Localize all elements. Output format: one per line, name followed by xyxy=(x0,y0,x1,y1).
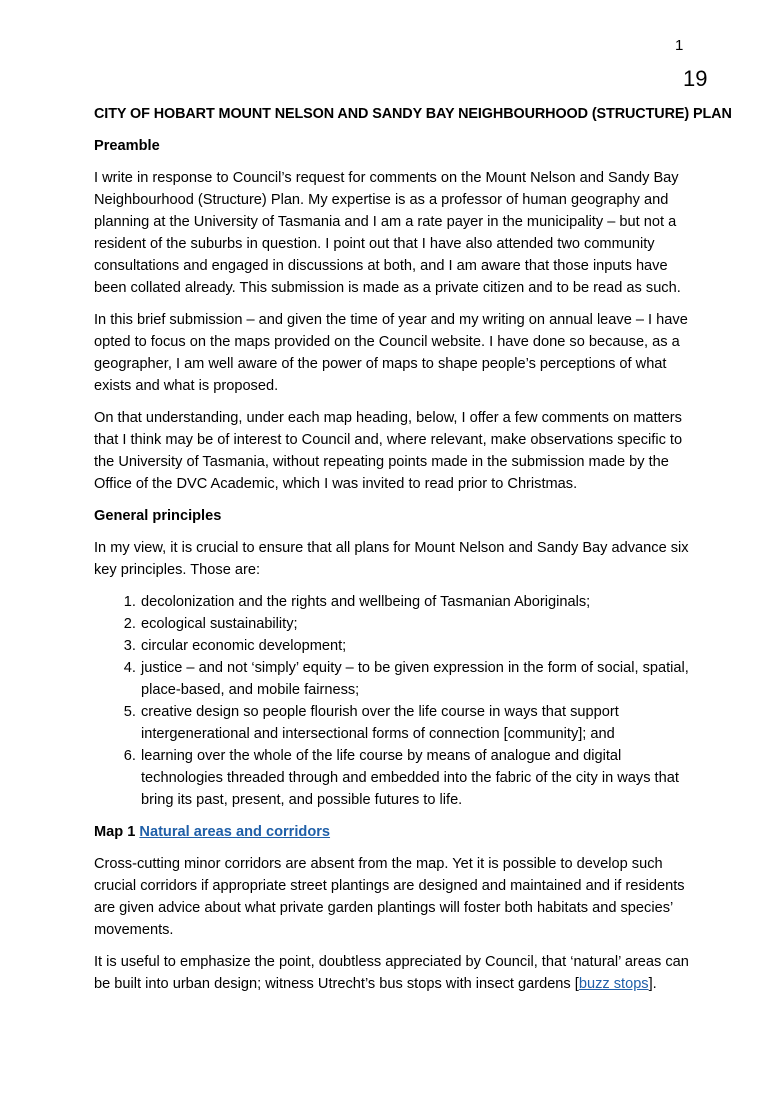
principle-item: 4. justice – and not ‘simply’ equity – to be given expression in the form of social, spatial, place-based, and mobile fairness; xyxy=(140,657,694,701)
principle-item: 3. circular economic development; xyxy=(140,635,694,657)
buzz-stops-link[interactable]: buzz stops xyxy=(578,976,649,992)
map1-paragraph-1: Cross-cutting minor corridors are absent from the map. Yet it is possible to develop such crucial corridors if appropriate street plantings are designed and maintained and if residents are given advice about what private garden plantings will foster both habitats and species’ movements. xyxy=(94,856,685,938)
document-body xyxy=(94,103,732,1005)
preamble-heading: Preamble xyxy=(94,138,160,154)
principle-item: 2. ecological sustainability; xyxy=(140,613,694,635)
map1-paragraph-2-text: It is useful to emphasize the point, doubtless appreciated by Council, that ‘natural’ areas can be built into urban design; witness Utrecht’s bus stops with insect gardens [ xyxy=(94,954,689,992)
natural-areas-link[interactable]: Natural areas and corridors xyxy=(139,824,331,840)
general-principles-intro: In my view, it is crucial to ensure that all plans for Mount Nelson and Sandy Bay advance six key principles. Those are: xyxy=(94,540,689,578)
principle-item: 6. learning over the whole of the life course by means of analogue and digital technologies threaded through and embedded into the fabric of the city in ways that bring its past, present, and possible futures to life. xyxy=(140,745,694,811)
map1-heading xyxy=(94,821,694,843)
preamble-paragraph-2: In this brief submission – and given the time of year and my writing on annual leave – I have opted to focus on the maps provided on the Council website. I have done so because, as a geographer, I am well aware of the power of maps to shape people’s perceptions of what exists and what is proposed. xyxy=(94,312,688,394)
page-number-large: 19 xyxy=(683,66,708,91)
map1-paragraph-2 xyxy=(94,951,694,995)
map1-paragraph-2-end: ]. xyxy=(648,976,657,992)
principle-item: 5. creative design so people flourish over the life course in ways that support intergenerational and intersectional forms of connection [community]; and xyxy=(140,701,694,745)
general-principles-heading: General principles xyxy=(94,508,222,524)
principles-list xyxy=(94,591,694,811)
preamble-paragraph-1: I write in response to Council’s request for comments on the Mount Nelson and Sandy Bay Neighbourhood (Structure) Plan. My expertise is as a professor of human geography and planning at the University of Tasmania and I am a rate payer in the municipality – but not a resident of the suburbs in question. I point out that I have also attended two community consultations and engaged in discussions at both, and I am aware that those inputs have been collated already. This submission is made as a private citizen and to be read as such. xyxy=(94,170,681,296)
document-title: CITY OF HOBART MOUNT NELSON AND SANDY BAY NEIGHBOURHOOD (STRUCTURE) PLAN xyxy=(94,106,732,122)
principle-item: 1. decolonization and the rights and wellbeing of Tasmanian Aboriginals; xyxy=(140,591,694,613)
map1-heading-prefix: Map 1 xyxy=(94,824,136,840)
preamble-paragraph-3: On that understanding, under each map heading, below, I offer a few comments on matters that I think may be of interest to Council and, where relevant, make observations specific to the University of Tasmania, without repeating points made in the submission made by the Office of the DVC Academic, which I was invited to read prior to Christmas. xyxy=(94,410,683,492)
page-number-small: 1 xyxy=(675,37,684,54)
